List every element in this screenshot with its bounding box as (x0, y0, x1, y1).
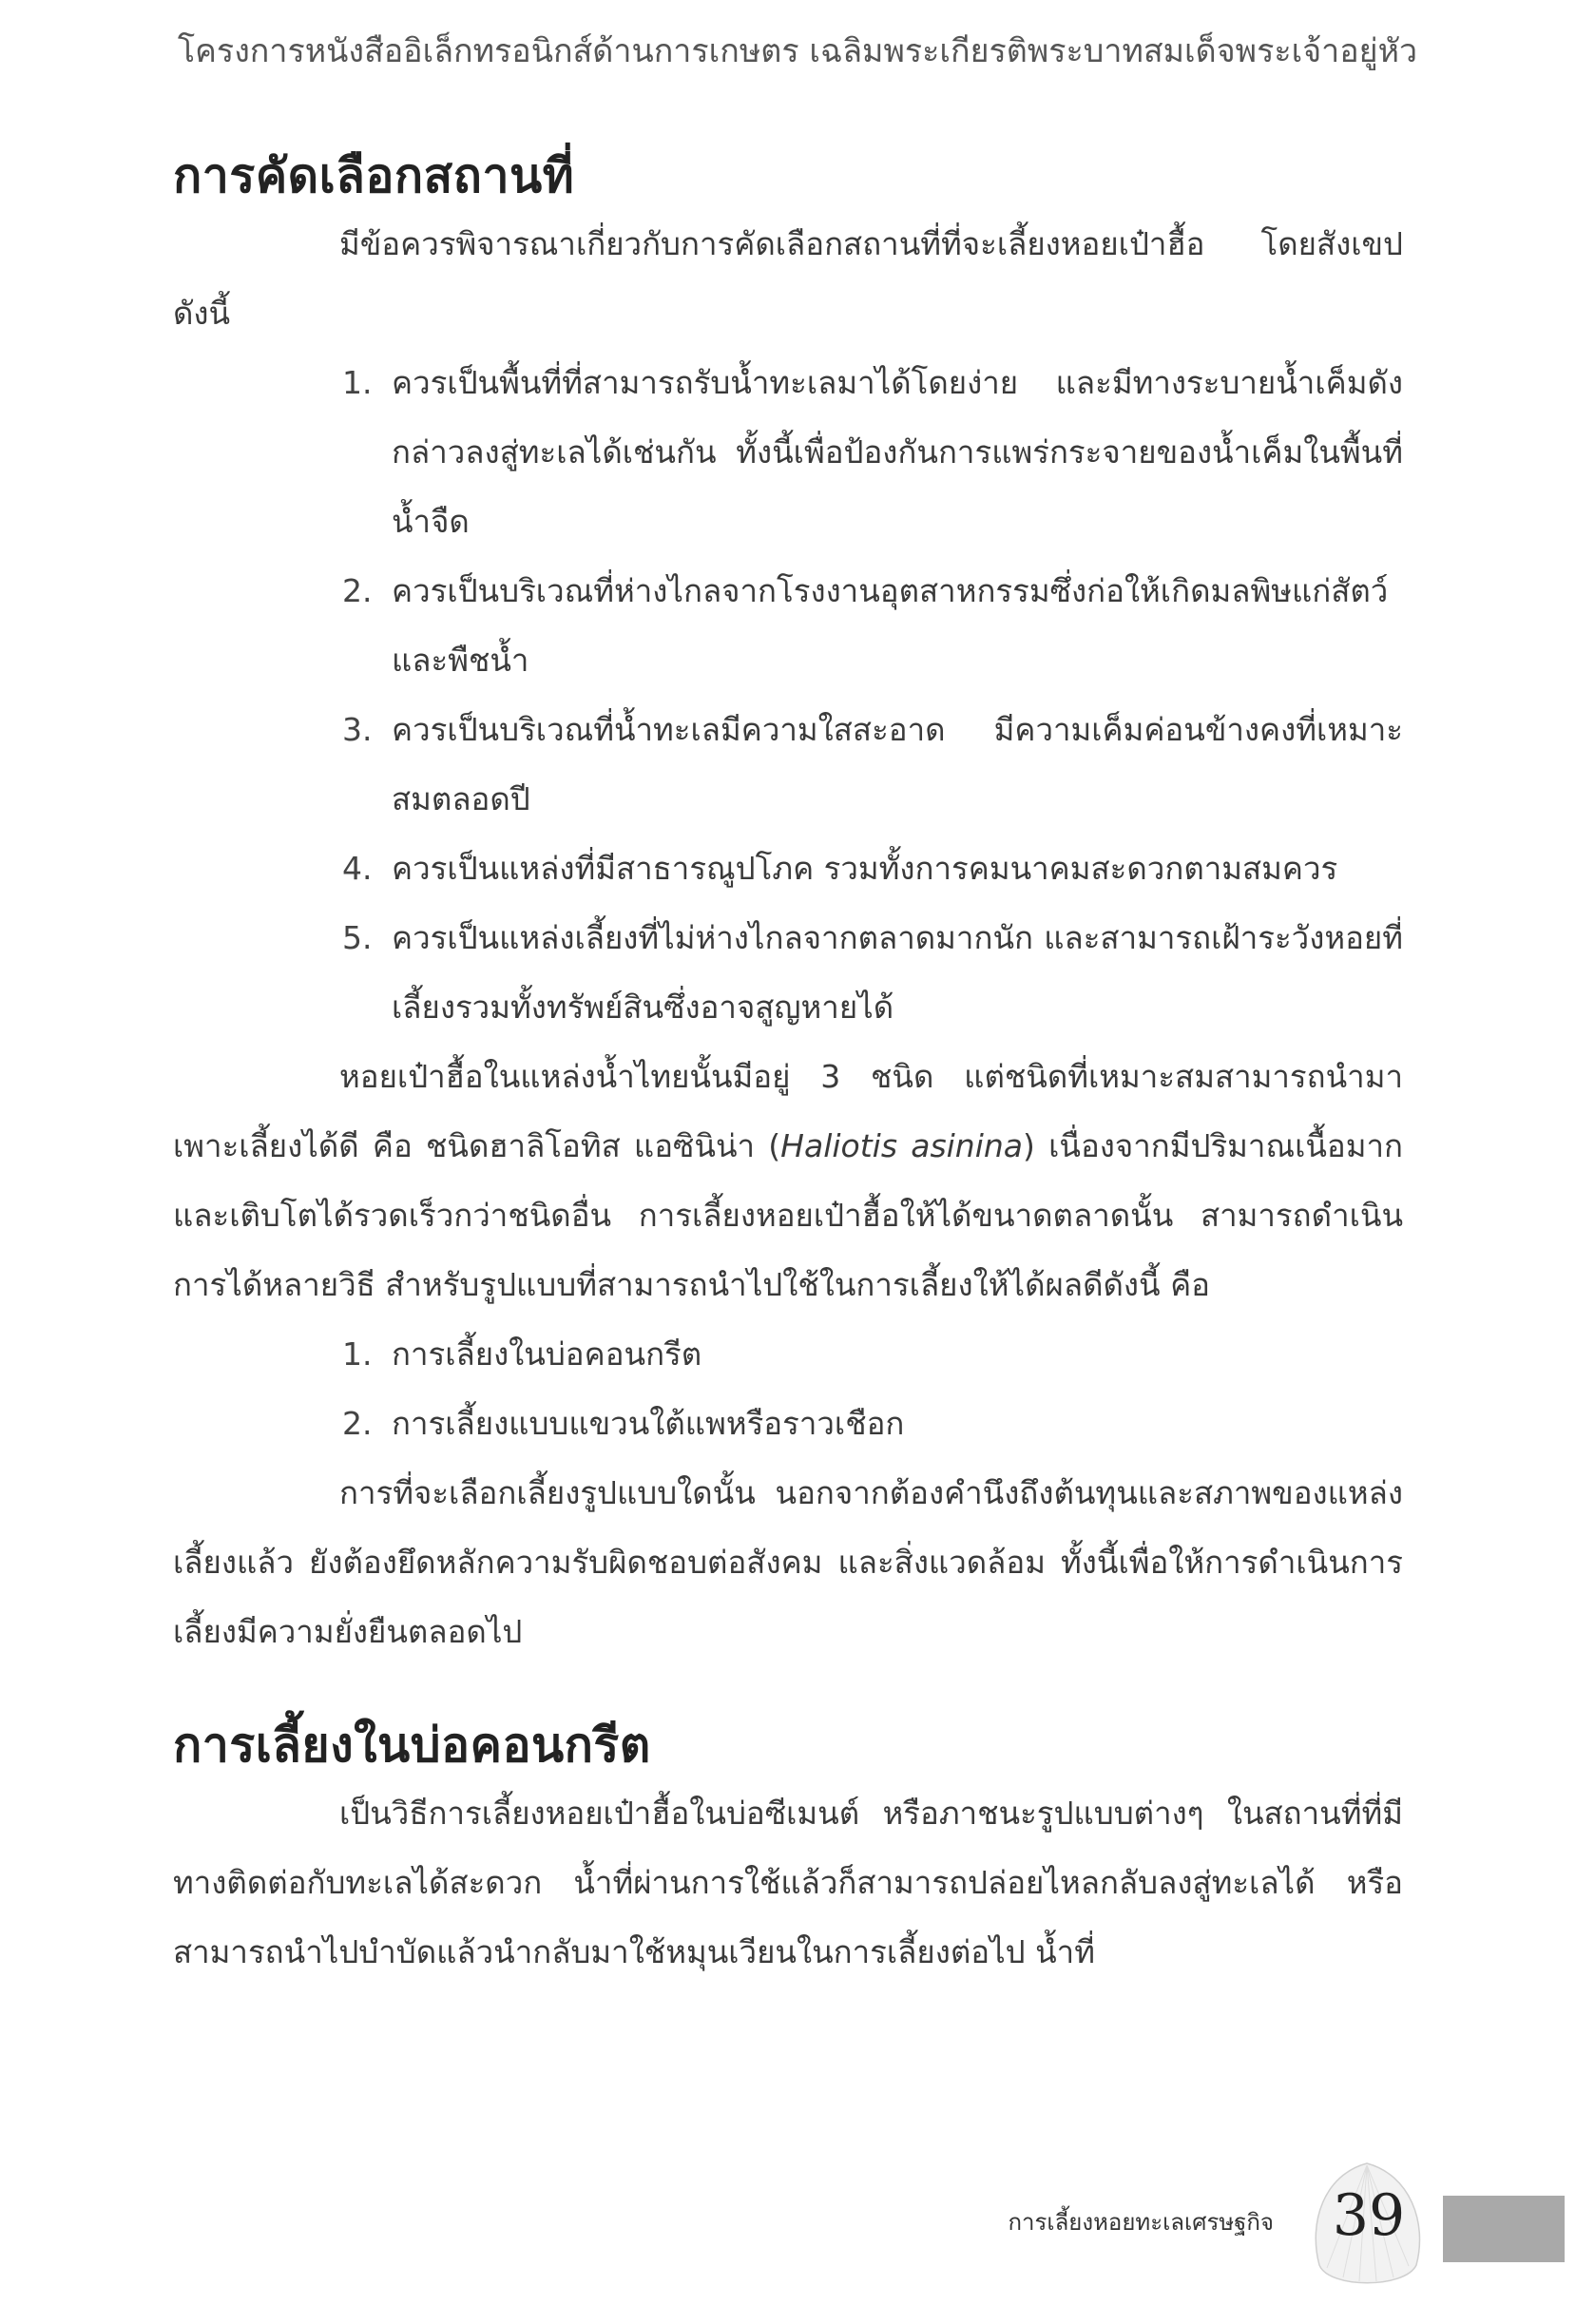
list-item (342, 1389, 1403, 1458)
list-item-text: ควรเป็นแหล่งที่มีสาธารณูปโภค รวมทั้งการคมนาคมสะดวกตามสมควร (392, 850, 1338, 887)
list-item (342, 903, 1403, 1042)
list-number: 2. (342, 1405, 373, 1442)
page-content (173, 143, 1403, 1987)
species-paragraph (173, 1042, 1403, 1319)
list-number: 4. (342, 850, 373, 887)
list-item-text: ควรเป็นแหล่งเลี้ยงที่ไม่ห่างไกลจากตลาดมากนัก และสามารถเฝ้าระวังหอยที่เลี้ยงรวมทั้งทรัพย์สินซึ่งอาจสูญหายได้ (392, 919, 1403, 1026)
list-item-text: ควรเป็นพื้นที่ที่สามารถรับน้ำทะเลมาได้โดยง่าย และมีทางระบายน้ำเค็มดังกล่าวลงสู่ทะเลได้เช่นกัน ทั้งนี้เพื่อป้องกันการแพร่กระจายของน้ำเค็มในพื้นที่น้ำจืด (392, 364, 1403, 540)
list-number: 3. (342, 711, 373, 748)
section-heading-concrete-pond: การเลี้ยงในบ่อคอนกรีต (173, 1718, 651, 1773)
list-item (342, 348, 1403, 556)
list-item-text: การเลี้ยงแบบแขวนใต้แพหรือราวเชือก (392, 1405, 905, 1442)
list-item-text: การเลี้ยงในบ่อคอนกรีต (392, 1335, 702, 1373)
species-text-after: ) เนื่องจากมีปริมาณเนื้อมากและเติบโตได้รวดเร็วกว่าชนิดอื่น การเลี้ยงหอยเป๋าฮื้อให้ได้ขนาดตลาดนั้น สามารถดำเนินการได้หลายวิธี สำหรับรูปแบบที่สามารถนำไปใช้ในการเลี้ยงให้ได้ผลดีดังนี้ คือ (173, 1127, 1403, 1303)
list-item (342, 556, 1403, 695)
species-latin-name: Haliotis asinina (780, 1127, 1024, 1164)
list-item (342, 695, 1403, 834)
list-item-text: ควรเป็นบริเวณที่น้ำทะเลมีความใสสะอาด มีความเค็มค่อนข้างคงที่เหมาะสมตลอดปี (392, 711, 1403, 817)
concrete-pond-paragraph: เป็นวิธีการเลี้ยงหอยเป๋าฮื้อในบ่อซีเมนต์ หรือภาชนะรูปแบบต่างๆ ในสถานที่ที่มีทางติดต่อกับทะเลได้สะดวก น้ำที่ผ่านการใช้แล้วก็สามารถปล่อยไหลกลับลงสู่ทะเลได้ หรือสามารถนำไปบำบัดแล้วนำกลับมาใช้หมุนเวียนในการเลี้ยงต่อไป น้ำที่ (173, 1795, 1403, 1970)
list-item (342, 1319, 1403, 1389)
species-text-before: หอยเป๋าฮื้อในแหล่งน้ำไทยนั้นมีอยู่ 3 ชนิด แต่ชนิดที่เหมาะสมสามารถนำมาเพาะเลี้ยงได้ดี คือ ชนิดฮาลิโอทิส แอซินิน่า ( (173, 1058, 1403, 1164)
list-number: 5. (342, 919, 373, 956)
footer-book-title: การเลี้ยงหอยทะเลเศรษฐกิจ (1008, 2209, 1274, 2236)
list-item (342, 834, 1403, 903)
list-number: 1. (342, 364, 373, 401)
section-spacer (173, 1666, 1403, 1712)
section-heading-site-selection: การคัดเลือกสถานที่ (173, 148, 575, 203)
culture-methods-list (173, 1319, 1403, 1458)
site-selection-intro: มีข้อควรพิจารณาเกี่ยวกับการคัดเลือกสถานที่ที่จะเลี้ยงหอยเป๋าฮื้อ โดยสังเขปดังนี้ (173, 225, 1403, 332)
list-number: 1. (342, 1335, 373, 1373)
list-item-text: ควรเป็นบริเวณที่ห่างไกลจากโรงงานอุตสาหกรรมซึ่งก่อให้เกิดมลพิษแก่สัตว์และพืชน้ำ (392, 572, 1389, 679)
running-header: โครงการหนังสืออิเล็กทรอนิกส์ด้านการเกษตร เฉลิมพระเกียรติพระบาทสมเด็จพระเจ้าอยู่หัว (177, 32, 1418, 70)
list-number: 2. (342, 572, 373, 609)
page-number: 39 (1332, 2182, 1406, 2249)
site-criteria-list (173, 348, 1403, 1042)
page-edge-tab (1443, 2196, 1565, 2262)
closing-paragraph: การที่จะเลือกเลี้ยงรูปแบบใดนั้น นอกจากต้องคำนึงถึงต้นทุนและสภาพของแหล่งเลี้ยงแล้ว ยังต้องยึดหลักความรับผิดชอบต่อสังคม และสิ่งแวดล้อม ทั้งนี้เพื่อให้การดำเนินการเลี้ยงมีความยั่งยืนตลอดไป (173, 1474, 1403, 1650)
